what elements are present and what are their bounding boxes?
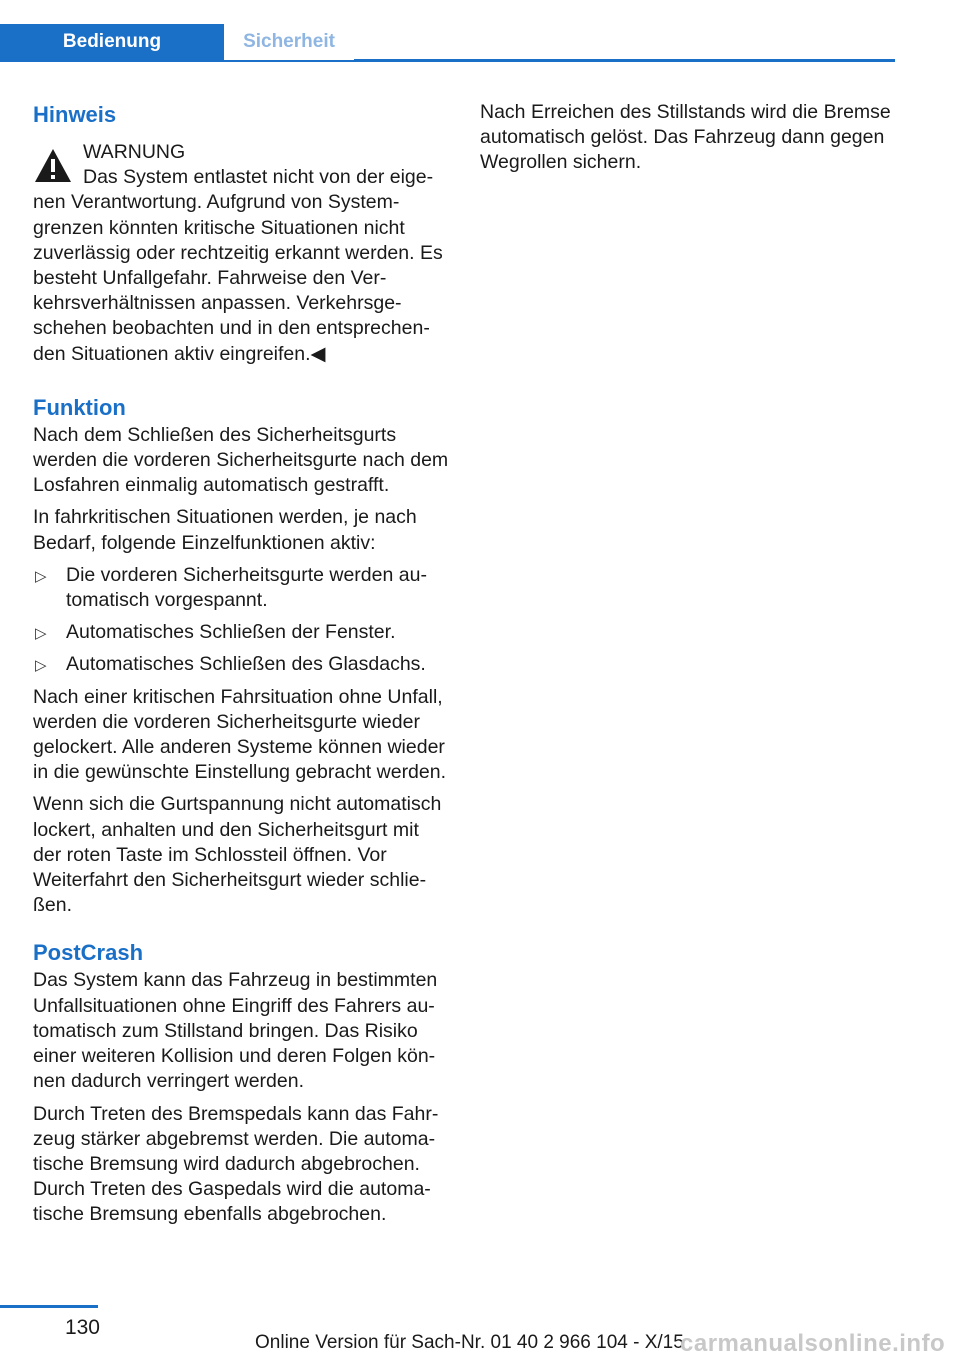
warning-block <box>33 140 449 367</box>
list-item <box>33 620 449 645</box>
list-item <box>33 563 449 613</box>
postcrash-para-1: Das System kann das Fahrzeug in bestimmten Unfallsituationen ohne Eingriff des Fahrers automatisch zum Stillstand bringen. Das Risiko einer weiteren Kollision und deren Folgen können dadurch verringert werden. <box>33 969 438 1093</box>
postcrash-para-2: Durch Treten des Bremspedals kann das Fahrzeug stärker abgebremst werden. Die automatische Bremsung wird dadurch abgebrochen. Durch Treten des Gaspedals wird die automatische Bremsung ebenfalls abgebrochen. <box>33 1102 439 1226</box>
online-version-text: Online Version für Sach-Nr. 01 40 2 966 104 - X/15 <box>255 1332 684 1353</box>
list-item <box>33 652 449 677</box>
list-item-text: Die vorderen Sicherheitsgurte werden automatisch vorgespannt. <box>66 563 427 612</box>
header-tabs <box>0 24 895 62</box>
postcrash-heading: PostCrash <box>33 940 144 966</box>
warning-triangle-icon <box>33 146 73 186</box>
postcrash-para-3: Nach Erreichen des Stillstands wird die Bremse automatisch gelöst. Das Fahrzeug dann gegen Wegrollen sichern. <box>480 101 891 174</box>
warning-text: Das System entlastet nicht von der eigenen Verantwortung. Aufgrund von Systemgrenzen könnten kritische Situationen nicht zuverlässig oder rechtzeitig erkannt werden. Es besteht Unfallgefahr. Fahrweise den Verkehrsverhältnissen anpassen. Verkehrsgeschehen beobachten und in den entsprechenden Situationen aktiv eingreifen.◀ <box>33 166 443 365</box>
hinweis-heading: Hinweis <box>33 102 117 127</box>
tab-bedienung[interactable]: Bedienung <box>0 24 224 60</box>
funktion-para-4: Wenn sich die Gurtspannung nicht automatisch lockert, anhalten und den Sicherheitsgurt mit der roten Taste im Schlossteil öffnen. Vor Weiterfahrt den Sicherheitsgurt wieder schließen. <box>33 793 442 917</box>
triangle-bullet-icon: ▷ <box>35 567 47 585</box>
funktion-para-2: In fahrkritischen Situationen werden, je nach Bedarf, folgende Einzelfunktionen aktiv: <box>33 506 417 554</box>
tab-sicherheit[interactable]: Sicherheit <box>224 24 354 60</box>
funktion-bullet-list <box>33 563 449 678</box>
footer-accent-line <box>0 1305 98 1308</box>
funktion-para-1: Nach dem Schließen des Sicherheitsgurts werden die vorderen Sicherheitsgurte nach dem Losfahren einmalig automatisch gestrafft. <box>33 423 449 497</box>
list-item-text: Automatisches Schließen des Glasdachs. <box>66 653 426 676</box>
warning-title: WARNUNG <box>83 141 186 163</box>
watermark: carmanualsonline.info <box>680 1330 946 1357</box>
page-number: 130 <box>64 1316 100 1339</box>
left-column <box>33 100 449 1235</box>
triangle-bullet-icon: ▷ <box>35 657 47 675</box>
triangle-bullet-icon: ▷ <box>35 625 47 643</box>
right-column <box>480 100 900 183</box>
funktion-para-3: Nach einer kritischen Fahrsituation ohne Unfall, werden die vorderen Sicherheitsgurte wieder gelockert. Alle anderen Systeme können wieder in die gewünschte Einstellung gebracht werden. <box>33 685 447 784</box>
funktion-heading: Funktion <box>33 394 126 420</box>
list-item-text: Automatisches Schließen der Fenster. <box>66 621 396 644</box>
